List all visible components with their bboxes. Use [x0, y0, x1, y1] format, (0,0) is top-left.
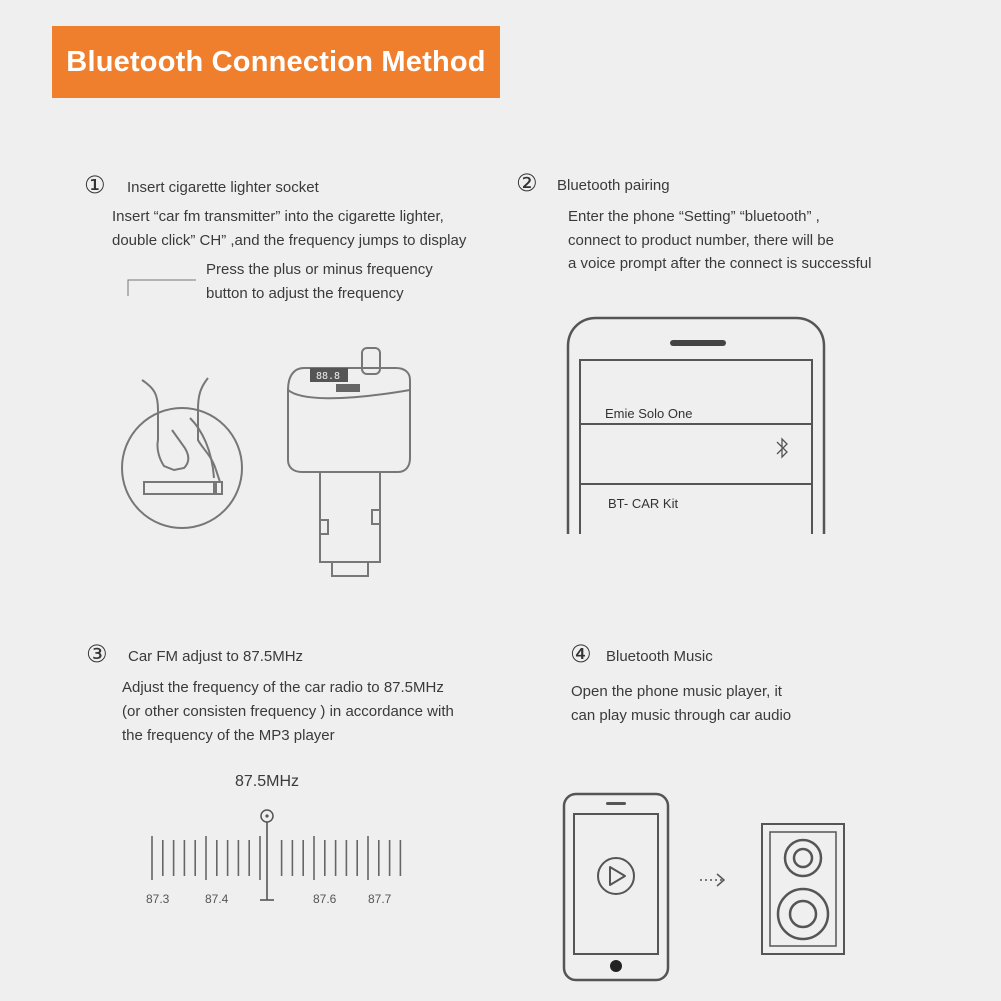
step1-line2: double click” CH” ,and the frequency jumps to display: [112, 232, 467, 249]
step1-note2: button to adjust the frequency: [206, 285, 404, 302]
arrow-icon: [698, 870, 730, 890]
title-banner: Bluetooth Connection Method: [52, 26, 500, 98]
note-pointer-line: [120, 276, 200, 300]
lighter-socket-illustration: [120, 370, 250, 540]
phone-bluetooth-mockup: [566, 316, 828, 536]
step1-number: ①: [84, 172, 106, 199]
tick-label-2: 87.4: [205, 892, 229, 906]
step3-number: ③: [86, 641, 108, 668]
step1-line1: Insert “car fm transmitter” into the cigarette lighter,: [112, 208, 444, 225]
step2-line1: Enter the phone “Setting” “bluetooth” ,: [568, 208, 820, 225]
step4-number: ④: [570, 641, 592, 668]
speaker-icon: [760, 822, 848, 958]
step2-line2: connect to product number, there will be: [568, 232, 834, 249]
step3-title: Car FM adjust to 87.5MHz: [128, 648, 304, 665]
step2-line3: a voice prompt after the connect is successful: [568, 255, 872, 272]
dial-frequency-label: 87.5MHz: [235, 773, 300, 790]
fm-transmitter-illustration: [280, 340, 420, 585]
bluetooth-icon: [777, 439, 787, 457]
svg-text:88.8: 88.8: [316, 371, 341, 382]
step2-title: Bluetooth pairing: [557, 177, 670, 194]
step3-line2: (or other consisten frequency ) in accordance with: [122, 703, 454, 720]
device-row-2: BT- CAR Kit: [608, 496, 679, 511]
tick-label-4: 87.7: [368, 892, 392, 906]
device-row-1: Emie Solo One: [605, 406, 693, 421]
step1-title: Insert cigarette lighter socket: [127, 179, 319, 196]
tick-label-3: 87.6: [313, 892, 337, 906]
step4-line2: can play music through car audio: [571, 707, 792, 724]
step4-title: Bluetooth Music: [606, 648, 713, 665]
tick-label-1: 87.3: [146, 892, 170, 906]
step2-number: ②: [516, 170, 538, 197]
step3-line3: the frequency of the MP3 player: [122, 727, 335, 744]
step3-line1: Adjust the frequency of the car radio to 87.5MHz: [122, 679, 444, 696]
music-phone-illustration: [562, 792, 672, 982]
step1-note1: Press the plus or minus frequency: [206, 261, 433, 278]
step4-line1: Open the phone music player, it: [571, 683, 782, 700]
play-icon: [598, 858, 634, 894]
